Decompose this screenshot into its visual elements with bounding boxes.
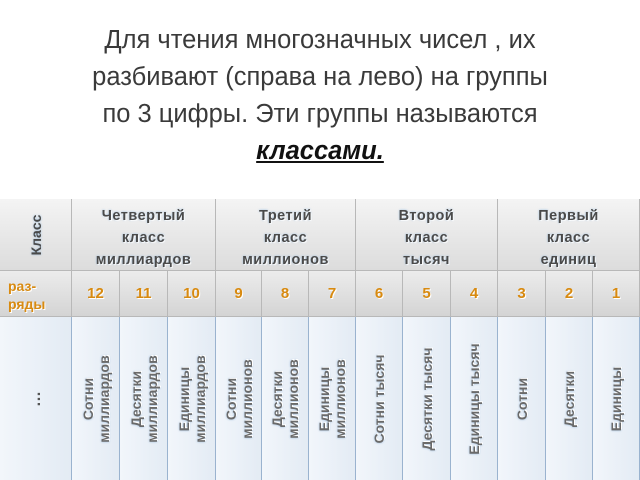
rank-name: Единицы [608, 366, 624, 431]
class-header-units [498, 199, 640, 271]
class-name: миллиардов [95, 252, 192, 268]
rank-cell [168, 317, 216, 480]
number-classes-table [0, 199, 640, 480]
rank-name: Сотни [79, 377, 96, 420]
corner-label: Класс [27, 214, 44, 255]
rank-class: миллиардов [191, 354, 208, 443]
rank-name: Десятки [127, 370, 144, 427]
rank-name: Сотни тысяч [371, 353, 387, 444]
digit-number: 6 [374, 285, 384, 302]
digit-number: 5 [422, 285, 431, 302]
digit-cell [72, 271, 120, 317]
class-header-millions [216, 199, 356, 271]
rank-cell [72, 317, 120, 480]
class-header-thousands [356, 199, 498, 271]
class-title: Второй [398, 208, 455, 224]
rank-cell [216, 317, 262, 480]
digit-cell [451, 271, 498, 317]
digit-cell [216, 271, 262, 317]
digit-cell [593, 271, 640, 317]
digit-number: 12 [87, 285, 104, 302]
class-header-billions [72, 199, 216, 271]
rank-cell [356, 317, 403, 480]
class-word: класс [263, 230, 308, 246]
heading-line-1: Для чтения многозначных чисел , их [104, 26, 536, 54]
rank-cell [403, 317, 451, 480]
digit-number: 3 [517, 285, 526, 302]
class-word: класс [121, 230, 166, 246]
rank-name: Десятки тысяч [418, 347, 435, 450]
rank-cell [546, 317, 593, 480]
digit-number: 2 [564, 285, 574, 302]
slide-heading [0, 22, 640, 170]
digit-number: 11 [135, 285, 152, 302]
rank-cell [451, 317, 498, 480]
rank-name: Единицы [175, 366, 192, 431]
rank-cell [262, 317, 309, 480]
digit-cell [262, 271, 309, 317]
digits-label-cell [0, 271, 72, 317]
ellipsis-cell [0, 317, 72, 480]
heading-emphasis: классами. [256, 137, 384, 165]
rank-cell [120, 317, 168, 480]
class-title: Первый [538, 208, 599, 224]
class-title: Четвертый [101, 208, 186, 224]
class-name: миллионов [242, 252, 329, 268]
digit-cell [498, 271, 546, 317]
digit-cell [309, 271, 356, 317]
digits-label-1: раз- [8, 278, 37, 294]
ellipsis: … [26, 390, 44, 407]
digits-label-2: ряды [8, 296, 46, 312]
heading-line-3: по 3 цифры. Эти группы называются [102, 100, 538, 128]
rank-name: Десятки [561, 370, 577, 427]
digit-cell [546, 271, 593, 317]
class-word: класс [546, 230, 591, 246]
digit-cell [168, 271, 216, 317]
rank-class: миллионов [332, 358, 348, 439]
digit-cell [356, 271, 403, 317]
digit-number: 7 [327, 285, 337, 302]
corner-cell [0, 199, 72, 271]
digit-number: 9 [234, 285, 243, 302]
rank-cell [309, 317, 356, 480]
rank-name: Единицы [316, 366, 332, 431]
digit-number: 1 [611, 285, 621, 302]
class-word: класс [404, 230, 449, 246]
digit-cell [403, 271, 451, 317]
rank-name: Десятки [269, 370, 285, 427]
rank-class: миллионов [238, 358, 255, 439]
rank-class: миллиардов [143, 354, 160, 443]
digit-number: 4 [469, 285, 479, 302]
class-name: единиц [540, 252, 597, 268]
rank-class: миллиардов [95, 354, 112, 443]
rank-cell [498, 317, 546, 480]
digit-number: 8 [280, 285, 290, 302]
rank-name: Сотни [513, 377, 530, 420]
digit-number: 10 [183, 285, 200, 302]
rank-class: миллионов [285, 358, 301, 439]
rank-name: Единицы тысяч [466, 342, 482, 455]
rank-cell [593, 317, 640, 480]
digit-cell [120, 271, 168, 317]
rank-name: Сотни [222, 377, 239, 420]
class-name: тысяч [403, 252, 450, 268]
heading-line-2: разбивают (справа на лево) на группы [92, 63, 548, 91]
class-title: Третий [259, 208, 312, 224]
